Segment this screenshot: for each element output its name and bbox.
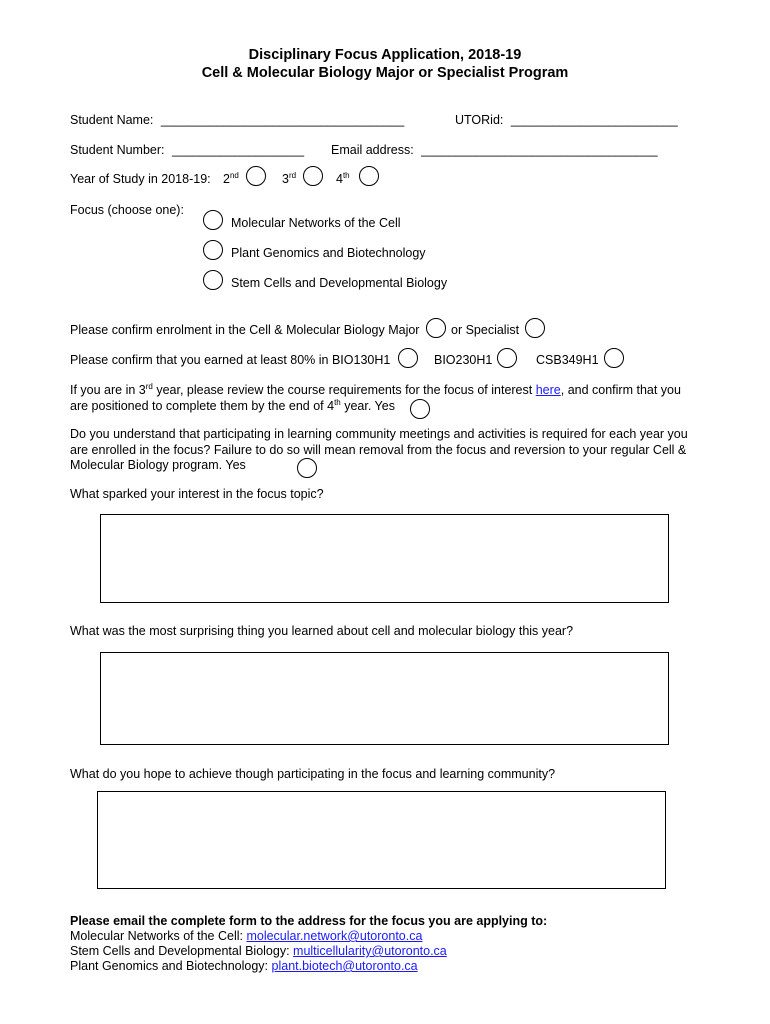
answer-box-3[interactable] <box>97 791 666 889</box>
year-2-num: 2 <box>223 172 230 186</box>
student-number-label: Student Number: <box>70 143 165 157</box>
contact-label-plant: Plant Genomics and Biotechnology: <box>70 959 272 973</box>
enrolment-text: Please confirm enrolment in the Cell & Molecular Biology Major <box>70 323 420 337</box>
focus-radio-stem[interactable] <box>203 270 223 290</box>
year-3-radio[interactable] <box>303 166 323 186</box>
email-label: Email address: <box>331 143 414 157</box>
student-name-label: Student Name: <box>70 113 154 127</box>
question-2: What was the most surprising thing you learned about cell and molecular biology this year? <box>70 624 574 638</box>
course-bio230-label: BIO230H1 <box>434 353 493 367</box>
answer-box-1[interactable] <box>100 514 669 603</box>
enrolment-or-label: or Specialist <box>451 323 520 337</box>
contact-label-molecular: Molecular Networks of the Cell: <box>70 929 247 943</box>
email-link-stem[interactable]: multicellularity@utoronto.ca <box>293 944 447 958</box>
focus-radio-molecular[interactable] <box>203 210 223 230</box>
community-paragraph: Do you understand that participating in learning community meetings and activities is required for each year you are enrolled in the focus? Failure to do so will mean removal from the focus and reversion to your regular Cell & Molecular Biology program. Yes <box>70 427 688 472</box>
email-row <box>331 143 658 157</box>
answer-box-2[interactable] <box>100 652 669 745</box>
email-field[interactable]: __________________________________ <box>421 143 658 157</box>
year-label: Year of Study in 2018-19: <box>70 172 211 186</box>
year-4-num: 4 <box>336 172 343 186</box>
third-year-sup-1: rd <box>145 381 153 391</box>
community-yes-radio[interactable] <box>297 458 317 478</box>
footer-contact-molecular <box>70 929 422 943</box>
student-name-field[interactable]: ___________________________________ <box>160 113 405 127</box>
year-2-label <box>223 172 239 186</box>
focus-option-molecular: Molecular Networks of the Cell <box>231 216 401 230</box>
student-number-row <box>70 143 304 157</box>
question-3: What do you hope to achieve though participating in the focus and learning community? <box>70 767 556 781</box>
third-year-paragraph <box>70 383 690 414</box>
bio230-radio[interactable] <box>497 348 517 368</box>
third-year-text-1: If you are in 3 <box>70 383 146 397</box>
year-3-num: 3 <box>282 172 289 186</box>
year-3-sup: rd <box>288 170 297 180</box>
contact-label-stem: Stem Cells and Developmental Biology: <box>70 944 294 958</box>
focus-label: Focus (choose one): <box>70 203 184 217</box>
focus-option-stem: Stem Cells and Developmental Biology <box>231 276 448 290</box>
third-year-text-3: , and confirm that you are positioned to complete them by the end of 4 <box>70 383 681 413</box>
utorid-field[interactable]: ________________________ <box>510 113 678 127</box>
courses-text: Please confirm that you earned at least 80% in BIO130H1 <box>70 353 391 367</box>
bio130-radio[interactable] <box>398 348 418 368</box>
year-2-radio[interactable] <box>246 166 266 186</box>
course-csb349-label: CSB349H1 <box>536 353 599 367</box>
year-4-sup: th <box>342 170 350 180</box>
focus-radio-plant[interactable] <box>203 240 223 260</box>
student-name-row <box>70 113 404 127</box>
student-number-field[interactable]: ___________________ <box>171 143 305 157</box>
footer-contact-stem <box>70 944 447 958</box>
specialist-radio[interactable] <box>525 318 545 338</box>
email-link-plant[interactable]: plant.biotech@utoronto.ca <box>271 959 418 973</box>
email-link-molecular[interactable]: molecular.network@utoronto.ca <box>246 929 423 943</box>
csb349-radio[interactable] <box>604 348 624 368</box>
utorid-label: UTORid: <box>455 113 504 127</box>
year-2-sup: nd <box>229 170 239 180</box>
footer-contact-plant <box>70 959 418 973</box>
third-year-text-4: year. Yes <box>340 398 395 413</box>
year-3-label <box>282 172 296 186</box>
year-4-label <box>336 172 350 186</box>
question-1: What sparked your interest in the focus topic? <box>70 487 324 501</box>
third-year-text-2: year, please review the course requirements for the focus of interest <box>152 383 536 397</box>
major-radio[interactable] <box>426 318 446 338</box>
form-title: Disciplinary Focus Application, 2018-19 <box>248 47 522 63</box>
footer-heading: Please email the complete form to the address for the focus you are applying to: <box>70 914 548 928</box>
third-year-sup-2: th <box>334 397 341 407</box>
course-requirements-link[interactable]: here <box>535 383 561 397</box>
year-4-radio[interactable] <box>359 166 379 186</box>
third-year-yes-radio[interactable] <box>410 399 430 419</box>
focus-option-plant: Plant Genomics and Biotechnology <box>231 246 426 260</box>
form-subtitle: Cell & Molecular Biology Major or Specialist Program <box>201 65 569 81</box>
utorid-row <box>455 113 678 127</box>
